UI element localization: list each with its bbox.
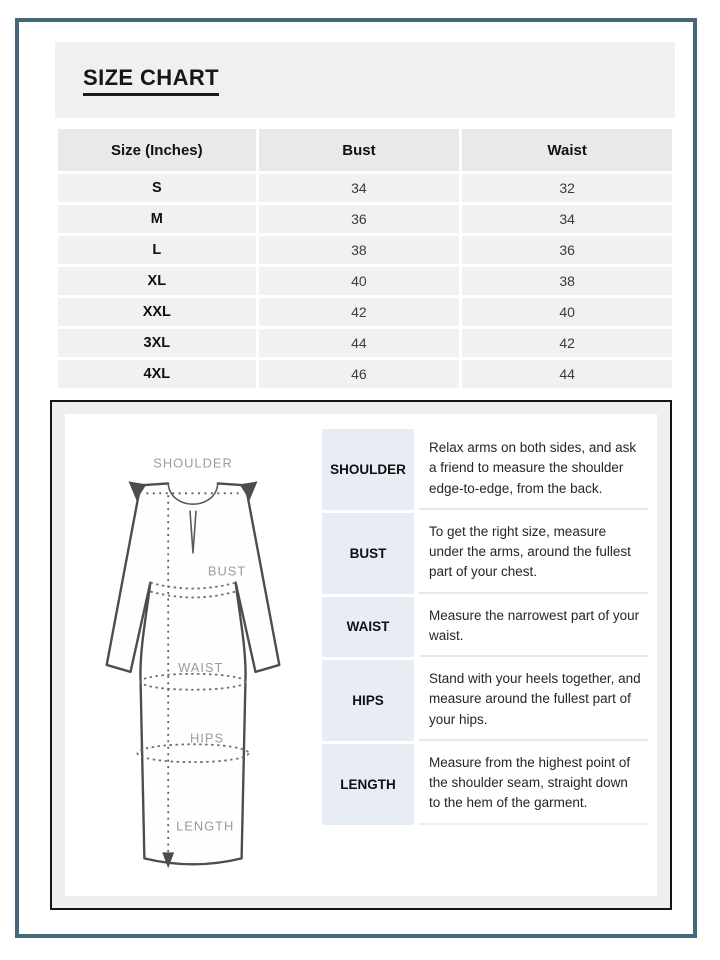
diagram-label-shoulder: SHOULDER [153, 455, 233, 471]
guide-description: Relax arms on both sides, and ask a friend to measure the shoulder edge-to-edge, from the back. [419, 429, 648, 510]
size-value: 3XL [58, 329, 256, 357]
guide-label: WAIST [322, 597, 414, 658]
guide-row-length [322, 744, 648, 825]
waist-value: 36 [462, 236, 672, 264]
dress-diagram-icon [69, 420, 317, 890]
page-title: SIZE CHART [83, 65, 219, 96]
measurement-guide-panel [50, 400, 672, 910]
size-value: M [58, 205, 256, 233]
bust-value: 40 [259, 267, 460, 295]
bust-value: 44 [259, 329, 460, 357]
guide-row-shoulder [322, 429, 648, 510]
bust-value: 38 [259, 236, 460, 264]
waist-value: 38 [462, 267, 672, 295]
guide-row-hips [322, 660, 648, 741]
table-row [58, 236, 672, 264]
column-header-size: Size (Inches) [58, 129, 256, 171]
bust-value: 36 [259, 205, 460, 233]
diagram-label-waist: WAIST [178, 659, 224, 675]
guide-label: BUST [322, 513, 414, 594]
size-value: XL [58, 267, 256, 295]
guide-description: Stand with your heels together, and measure around the fullest part of your hips. [419, 660, 648, 741]
size-value: S [58, 174, 256, 202]
column-header-waist: Waist [462, 129, 672, 171]
dress-measurement-diagram [65, 414, 317, 896]
guide-label: LENGTH [322, 744, 414, 825]
size-table [55, 126, 675, 391]
guide-label: SHOULDER [322, 429, 414, 510]
waist-value: 44 [462, 360, 672, 388]
table-row [58, 267, 672, 295]
guide-description: Measure from the highest point of the shoulder seam, straight down to the hem of the garment. [419, 744, 648, 825]
guide-description: To get the right size, measure under the arms, around the fullest part of your chest. [419, 513, 648, 594]
title-band [55, 42, 675, 118]
waist-value: 34 [462, 205, 672, 233]
waist-value: 40 [462, 298, 672, 326]
size-value: L [58, 236, 256, 264]
measurement-instructions-table [317, 426, 653, 828]
table-row [58, 329, 672, 357]
size-value: 4XL [58, 360, 256, 388]
table-row [58, 174, 672, 202]
size-value: XXL [58, 298, 256, 326]
bust-value: 42 [259, 298, 460, 326]
diagram-label-bust: BUST [207, 563, 247, 579]
bust-value: 46 [259, 360, 460, 388]
diagram-label-length: LENGTH [176, 818, 235, 834]
diagram-label-hips: HIPS [190, 730, 225, 746]
bust-value: 34 [259, 174, 460, 202]
size-table-header-row [58, 129, 672, 171]
measurement-instructions [317, 414, 657, 896]
waist-value: 32 [462, 174, 672, 202]
guide-row-waist [322, 597, 648, 658]
guide-label: HIPS [322, 660, 414, 741]
guide-row-bust [322, 513, 648, 594]
table-row [58, 298, 672, 326]
guide-description: Measure the narrowest part of your waist. [419, 597, 648, 658]
column-header-bust: Bust [259, 129, 460, 171]
table-row [58, 205, 672, 233]
table-row [58, 360, 672, 388]
measurement-guide-content [65, 414, 657, 896]
waist-value: 42 [462, 329, 672, 357]
